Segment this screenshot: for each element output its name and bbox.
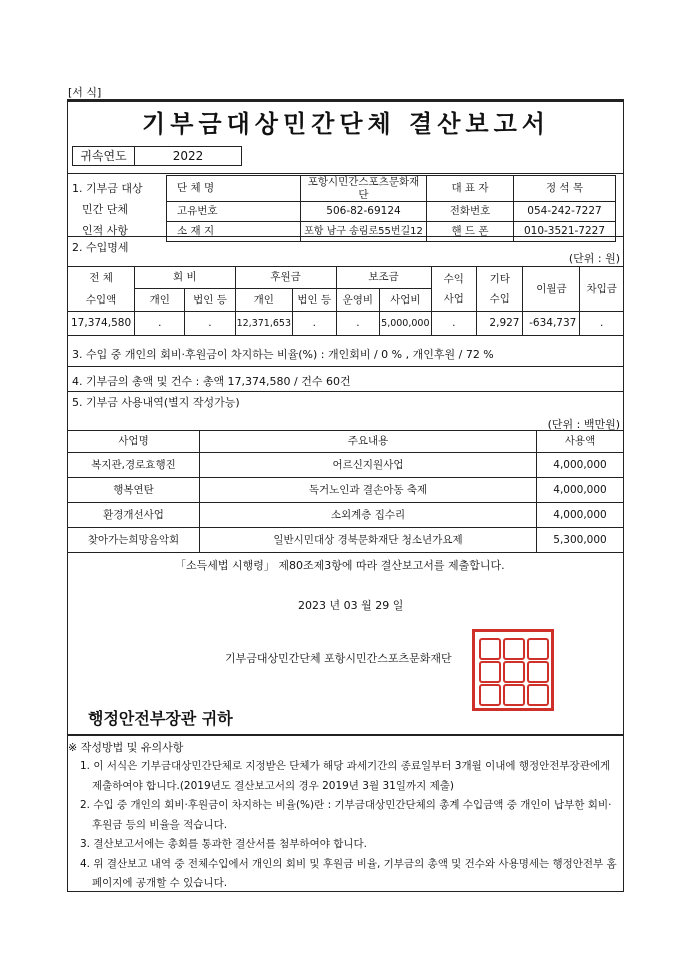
section5-label: 5. 기부금 사용내역(별지 작성가능) (72, 396, 240, 409)
section1-key: 고유번호 (167, 202, 301, 222)
section2-unit: (단위 : 원) (568, 252, 620, 265)
section1-value: 포항시민간스포츠문화재단 (301, 176, 427, 202)
income-value: 12,371,653 (235, 312, 292, 336)
group-header: 회 비 (135, 267, 235, 289)
section1-label-line: 인적 사항 (82, 224, 129, 237)
income-value: 17,374,580 (68, 312, 135, 336)
year-label: 귀속연도 (73, 147, 135, 166)
usage-table (67, 430, 624, 553)
rule (68, 366, 624, 367)
usage-content: 소외계층 집수리 (200, 503, 537, 528)
rule (68, 391, 624, 392)
usage-header: 사용액 (537, 431, 624, 453)
profit-header-line: 사업 (443, 293, 464, 305)
income-value: . (185, 312, 235, 336)
income-value: 5,000,000 (380, 312, 431, 336)
usage-amount: 4,000,000 (537, 453, 624, 478)
section4: 4. 기부금의 총액 및 건수 : 총액 17,374,580 / 건수 60건 (72, 375, 351, 388)
total-header-line: 수입액 (85, 294, 117, 306)
usage-name: 복지관,경로효행진 (68, 453, 200, 478)
usage-amount: 4,000,000 (537, 478, 624, 503)
income-value: . (293, 312, 337, 336)
section1-label-line: 민간 단체 (82, 203, 129, 216)
usage-content: 일반시민대상 경북문화재단 청소년가요제 (200, 528, 537, 553)
income-value: . (431, 312, 476, 336)
carry-header: 이월금 (523, 267, 580, 312)
section1-value: 포항 남구 송림로55번길12 (301, 222, 427, 242)
section2-label: 2. 수입명세 (72, 241, 129, 254)
section1-key: 소 재 지 (167, 222, 301, 242)
page-title: 기부금대상민간단체 결산보고서 (142, 109, 550, 138)
form-label: [서 식] (68, 86, 102, 99)
section1-value: 506-82-69124 (301, 202, 427, 222)
section1-key: 대 표 자 (427, 176, 514, 202)
usage-name: 찾아가는희망음악회 (68, 528, 200, 553)
rule (68, 236, 624, 237)
section1-value: 정 석 목 (514, 176, 616, 202)
statement: 「소득세법 시행령」 제80조제3항에 따라 결산보고서를 제출합니다. (175, 559, 505, 572)
submitter: 기부금대상민간단체 포항시민간스포츠문화재단 (225, 652, 452, 665)
etc-header (477, 267, 523, 312)
note-item: 3. 결산보고서에는 총회를 통과한 결산서를 첨부하여야 합니다. (80, 838, 367, 850)
year-value: 2022 (135, 147, 242, 166)
income-value: -634,737 (523, 312, 580, 336)
section1-key: 단 체 명 (167, 176, 301, 202)
section1-value: 054-242-7227 (514, 202, 616, 222)
usage-name: 환경개선사업 (68, 503, 200, 528)
sub-header: 개인 (135, 288, 185, 311)
income-value: . (135, 312, 185, 336)
group-header: 후원금 (235, 267, 336, 289)
section1-key: 전화번호 (427, 202, 514, 222)
income-value: . (336, 312, 380, 336)
notes-rule (67, 734, 624, 736)
group-header: 보조금 (336, 267, 431, 289)
profit-header (431, 267, 476, 312)
income-value: . (580, 312, 624, 336)
section1-table (166, 175, 616, 242)
etc-header-line: 수입 (489, 293, 510, 305)
official-seal (472, 629, 554, 711)
usage-content: 독거노인과 결손아동 축제 (200, 478, 537, 503)
submission-date: 2023 년 03 월 29 일 (298, 599, 404, 612)
usage-name: 행복연탄 (68, 478, 200, 503)
note-item: 1. 이 서식은 기부금대상민간단체로 지정받은 단체가 해당 과세기간의 종료일부터 3개월 이내에 행정안전부장관에게 제출하여야 합니다.(2019년도 결산보고서의 경우 2019년 3월 31일까지 제출) (80, 760, 611, 792)
note-item: 2. 수입 중 개인의 회비·후원금이 차지하는 비율(%)란 : 기부금대상민간단체의 총계 수입금액 중 개인이 납부한 회비·후원금 등의 비율을 적습니다. (80, 799, 612, 831)
usage-amount: 5,300,000 (537, 528, 624, 553)
sub-header: 개인 (235, 288, 292, 311)
total-header (68, 267, 135, 312)
section1-key: 핸 드 폰 (427, 222, 514, 242)
total-header-line: 전 체 (89, 272, 113, 284)
section5-unit: (단위 : 백만원) (547, 418, 620, 431)
sub-header: 법인 등 (185, 288, 235, 311)
profit-header-line: 수익 (443, 273, 464, 285)
etc-header-line: 기타 (489, 273, 510, 285)
rule (68, 173, 624, 174)
borrow-header: 차입금 (580, 267, 624, 312)
usage-header: 주요내용 (200, 431, 537, 453)
frame-title-rule (67, 99, 624, 101)
notes-list (80, 757, 620, 894)
section1-label (72, 178, 162, 241)
section3: 3. 수입 중 개인의 회비·후원금이 차지하는 비율(%) : 개인회비 / 0 % , 개인후원 / 72 % (72, 348, 494, 361)
sub-header: 사업비 (380, 288, 431, 311)
notes-title: ※ 작성방법 및 유의사항 (68, 741, 184, 754)
section1-value: 010-3521-7227 (514, 222, 616, 242)
sub-header: 운영비 (336, 288, 380, 311)
usage-content: 어르신지원사업 (200, 453, 537, 478)
income-value: 2,927 (477, 312, 523, 336)
year-box (72, 146, 242, 166)
section1-label-line: 1. 기부금 대상 (72, 182, 143, 195)
recipient: 행정안전부장관 귀하 (88, 709, 233, 728)
usage-amount: 4,000,000 (537, 503, 624, 528)
note-item: 4. 위 결산보고 내역 중 전체수입에서 개인의 회비 및 후원금 비율, 기부금의 총액 및 건수와 사용명세는 행정안전부 홈페이지에 공개할 수 있습니다. (80, 857, 617, 889)
sub-header: 법인 등 (293, 288, 337, 311)
usage-header: 사업명 (68, 431, 200, 453)
income-table (67, 266, 624, 336)
